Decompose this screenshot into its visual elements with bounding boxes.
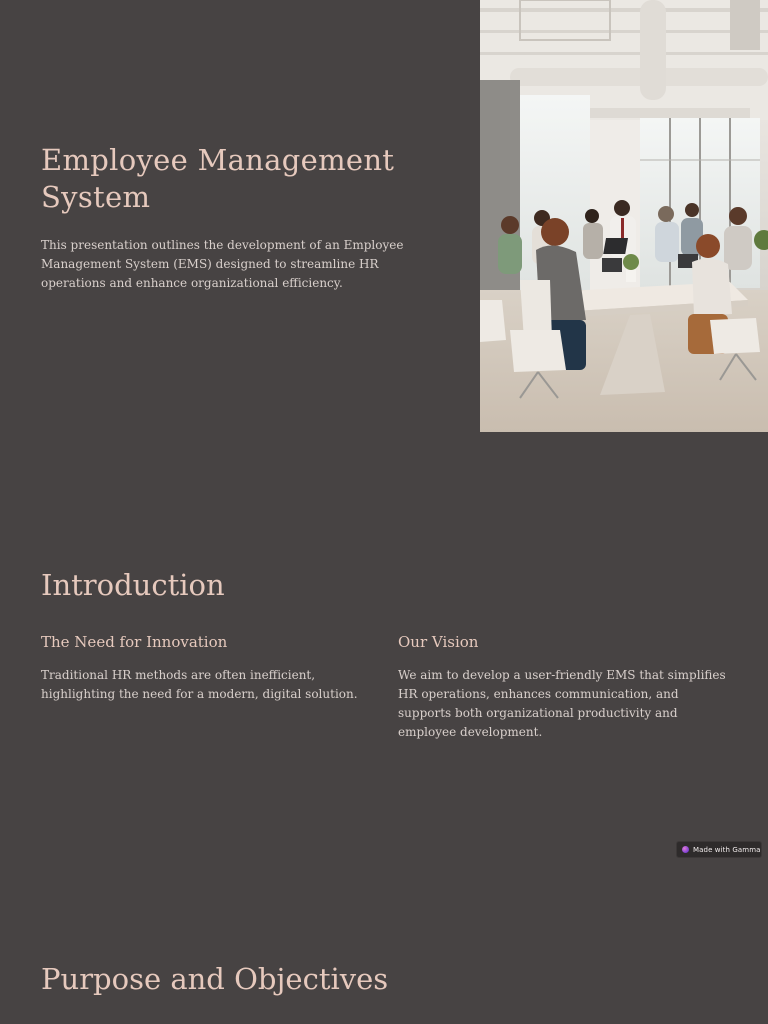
- need-for-innovation-text: Traditional HR methods are often inefficient, highlighting the need for a modern, digital solution.: [41, 668, 358, 701]
- introduction-title: Introduction: [41, 568, 225, 602]
- need-for-innovation-heading: The Need for Innovation: [41, 633, 228, 651]
- our-vision-text: We aim to develop a user-friendly EMS that simplifies HR operations, enhances communication, and supports both organizational productivity and employee development.: [398, 668, 726, 739]
- gamma-logo-icon: [682, 846, 689, 853]
- made-with-gamma-badge[interactable]: [676, 841, 762, 858]
- made-with-gamma-label: Made with Gamma: [693, 845, 761, 854]
- our-vision-heading: Our Vision: [398, 633, 479, 651]
- purpose-and-objectives-title: Purpose and Objectives: [41, 962, 389, 996]
- presentation-title: Employee Management System: [41, 143, 395, 214]
- presentation-description: This presentation outlines the development of an Employee Management System (EMS) designed to streamline HR operations and enhance organizational efficiency.: [41, 238, 404, 290]
- office-team-photo: [480, 0, 768, 432]
